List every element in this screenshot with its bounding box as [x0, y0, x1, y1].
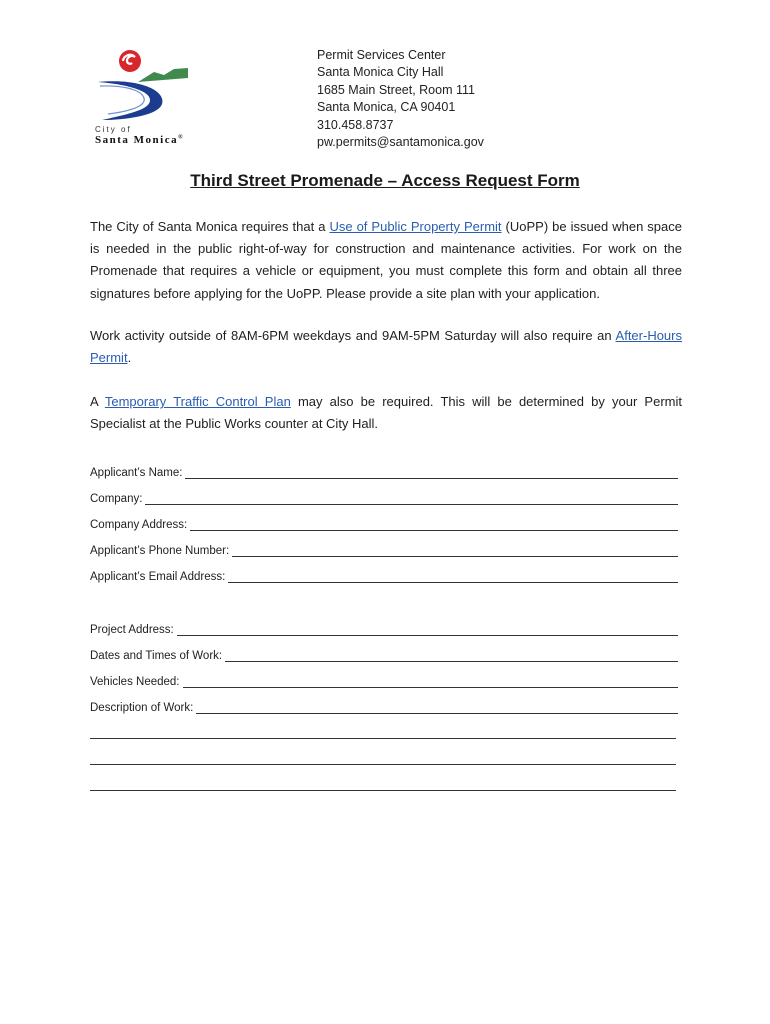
description-label: Description of Work: — [90, 702, 194, 714]
phone-label: Applicant’s Phone Number: — [90, 545, 230, 557]
intro-paragraph — [90, 216, 682, 305]
applicant-name-line[interactable] — [185, 467, 678, 479]
phone-line[interactable] — [232, 545, 678, 557]
logo-registered-mark: ® — [178, 134, 183, 141]
after-hours-paragraph — [90, 325, 682, 369]
company-address-line[interactable] — [190, 519, 678, 531]
santa-monica-logo-icon — [94, 48, 204, 126]
vehicles-label: Vehicles Needed: — [90, 676, 180, 688]
after-hours-text: Work activity outside of 8AM-6PM weekdays and 9AM-5PM Saturday will also require an — [90, 328, 616, 343]
address-line: Santa Monica, CA 90401 — [317, 100, 456, 115]
company-address-label: Company Address: — [90, 519, 188, 531]
description-continuation-line[interactable] — [90, 764, 676, 765]
description-field[interactable] — [90, 698, 678, 714]
applicant-name-label: Applicant’s Name: — [90, 467, 183, 479]
logo-city-name-text: Santa Monica — [95, 134, 179, 146]
project-address-field[interactable] — [90, 620, 678, 636]
after-hours-permit-link[interactable]: After-Hours Permit — [90, 328, 682, 366]
address-line: Santa Monica City Hall — [317, 65, 444, 80]
address-line: 1685 Main Street, Room 111 — [317, 82, 475, 97]
traffic-plan-text: A — [90, 394, 105, 409]
after-hours-text-end: . — [127, 350, 132, 366]
uopp-permit-link[interactable]: Use of Public Property Permit — [329, 219, 502, 234]
company-line[interactable] — [145, 493, 678, 505]
description-continuation-line[interactable] — [90, 738, 676, 739]
phone-number: 310.458.8737 — [317, 117, 394, 132]
intro-text: The City of Santa Monica requires that a — [90, 219, 330, 234]
phone-field[interactable] — [90, 541, 678, 557]
dates-times-field[interactable] — [90, 646, 678, 662]
logo-city-name — [95, 134, 183, 146]
description-line[interactable] — [196, 702, 678, 714]
email-line[interactable] — [228, 571, 678, 583]
dates-times-line[interactable] — [225, 650, 678, 662]
vehicles-field[interactable] — [90, 672, 678, 688]
traffic-plan-paragraph — [90, 391, 682, 435]
traffic-control-plan-link[interactable]: Temporary Traffic Control Plan — [104, 394, 291, 409]
traffic-plan-text-cont: may also be required. This will be determined by your Permit Specialist at the Public Works counter at City Hall. — [90, 394, 682, 432]
form-title: Third Street Promenade – Access Request Form — [190, 171, 580, 190]
company-field[interactable] — [90, 489, 678, 505]
email-label: Applicant’s Email Address: — [90, 571, 226, 583]
project-address-label: Project Address: — [90, 624, 174, 636]
project-address-line[interactable] — [177, 624, 678, 636]
company-address-field[interactable] — [90, 515, 678, 531]
address-line: Permit Services Center — [317, 48, 446, 62]
city-logo — [94, 48, 204, 148]
email-address: pw.permits@santamonica.gov — [317, 135, 484, 150]
vehicles-line[interactable] — [183, 676, 678, 688]
applicant-name-field[interactable] — [90, 463, 678, 479]
company-label: Company: — [90, 493, 143, 505]
contact-address-block — [317, 47, 484, 151]
intro-text-cont: (UoPP) be issued when space is needed in the public right-of-way for construction and maintenance activities. For work on the Promenade that requires a vehicle or equipment, you must complete this form and obtain all three signatures before applying for the UoPP. Please provide a site plan with your application. — [90, 219, 683, 301]
description-continuation-line[interactable] — [90, 790, 676, 791]
email-field[interactable] — [90, 567, 678, 583]
dates-times-label: Dates and Times of Work: — [90, 650, 223, 662]
logo-city-of: City of — [95, 125, 132, 134]
